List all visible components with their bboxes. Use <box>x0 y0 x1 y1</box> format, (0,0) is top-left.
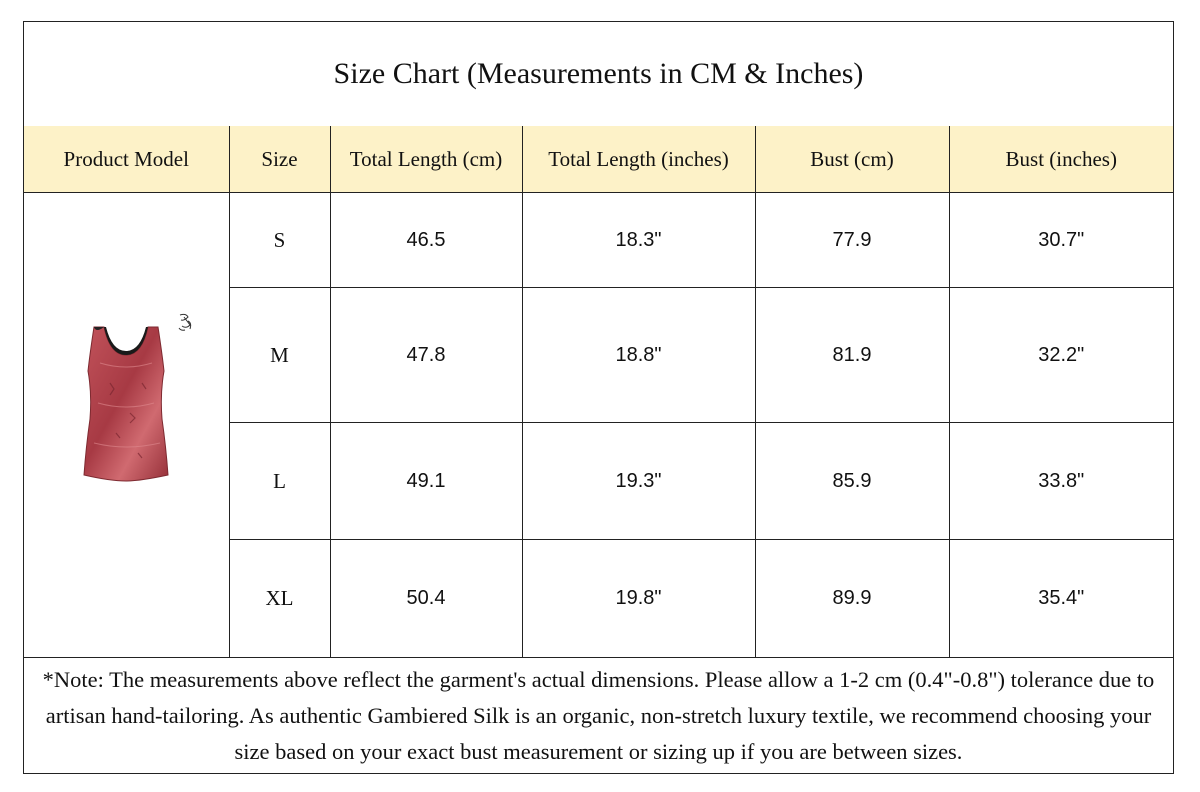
chart-title: Size Chart (Measurements in CM & Inches) <box>24 22 1173 127</box>
size-cell: L <box>229 423 330 540</box>
length-cm-cell: 46.5 <box>330 193 522 288</box>
header-total-length-cm: Total Length (cm) <box>330 126 522 193</box>
sizing-note: *Note: The measurements above reflect the garment's actual dimensions. Please allow a 1-2 cm (0.4"-0.8") tolerance due to artisan hand-tailoring. As authentic Gambiered Silk is an organic, non-stretch luxury textile, we recommend choosing your size based on your exact bust measurement or sizing up if you are between sizes. <box>24 657 1173 773</box>
product-image <box>80 323 172 483</box>
size-cell: XL <box>229 540 330 658</box>
table-row <box>24 193 1173 288</box>
bust-inches-cell: 32.2" <box>949 288 1173 423</box>
length-cm-cell: 49.1 <box>330 423 522 540</box>
bust-inches-cell: 30.7" <box>949 193 1173 288</box>
header-size: Size <box>229 126 330 193</box>
size-cell: S <box>229 193 330 288</box>
bust-cm-cell: 81.9 <box>755 288 949 423</box>
bust-inches-cell: 35.4" <box>949 540 1173 658</box>
header-total-length-inches: Total Length (inches) <box>522 126 755 193</box>
size-chart <box>23 21 1174 774</box>
length-inches-cell: 18.3" <box>522 193 755 288</box>
header-bust-cm: Bust (cm) <box>755 126 949 193</box>
bust-cm-cell: 77.9 <box>755 193 949 288</box>
length-inches-cell: 18.8" <box>522 288 755 423</box>
bust-inches-cell: 33.8" <box>949 423 1173 540</box>
length-inches-cell: 19.8" <box>522 540 755 658</box>
header-bust-inches: Bust (inches) <box>949 126 1173 193</box>
length-cm-cell: 50.4 <box>330 540 522 658</box>
bust-cm-cell: 89.9 <box>755 540 949 658</box>
length-inches-cell: 19.3" <box>522 423 755 540</box>
bust-cm-cell: 85.9 <box>755 423 949 540</box>
product-model-cell <box>24 193 229 658</box>
header-row <box>24 126 1173 193</box>
header-product-model: Product Model <box>24 126 229 193</box>
handwritten-signature-icon <box>176 311 196 333</box>
length-cm-cell: 47.8 <box>330 288 522 423</box>
size-cell: M <box>229 288 330 423</box>
size-table <box>24 126 1173 658</box>
